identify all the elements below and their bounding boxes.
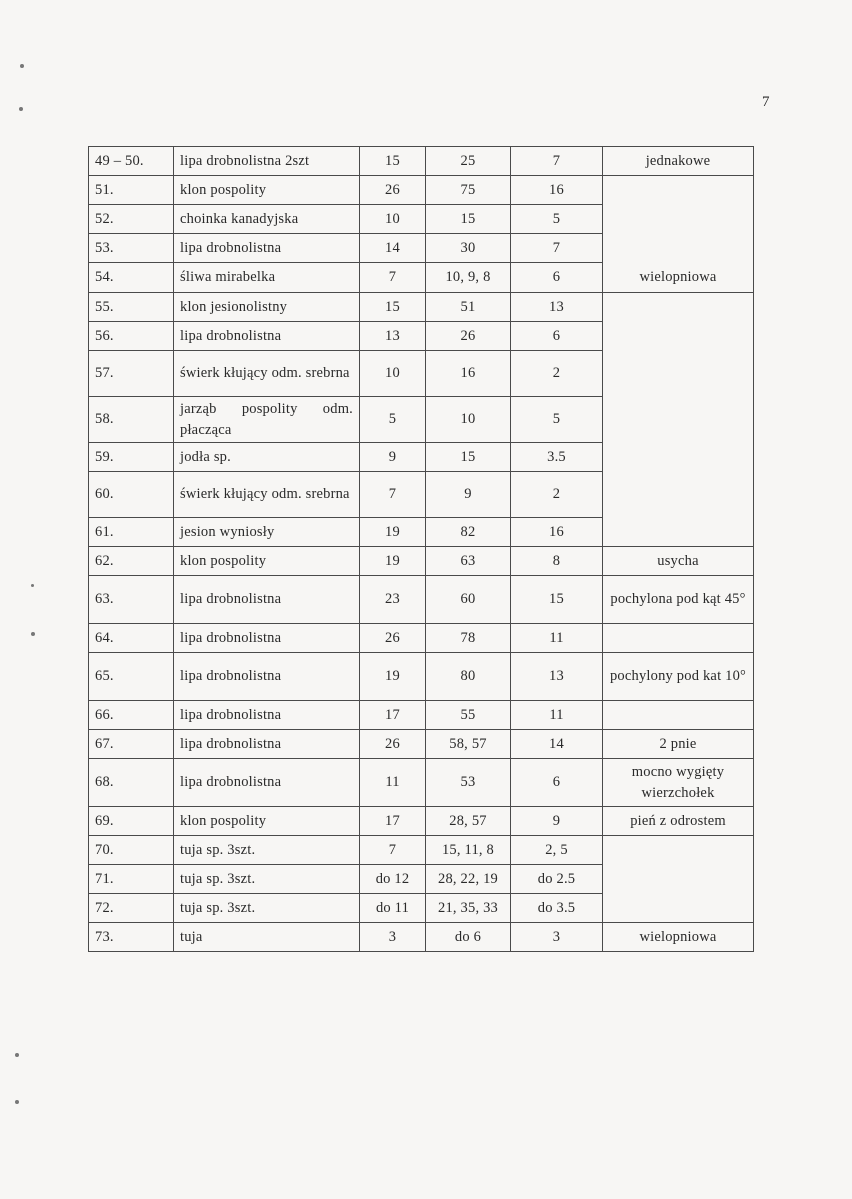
row-number: 68.: [89, 759, 174, 807]
value-col-1: 19: [360, 518, 426, 547]
value-col-3: 8: [511, 547, 603, 576]
species-name: lipa drobnolistna 2szt: [174, 147, 360, 176]
value-col-1: 23: [360, 576, 426, 624]
value-col-2: 63: [426, 547, 511, 576]
remark: [603, 836, 754, 865]
scan-speck: [15, 1053, 19, 1057]
table-row: [89, 653, 754, 701]
scan-speck: [31, 584, 34, 587]
value-col-1: do 11: [360, 894, 426, 923]
value-col-1: 19: [360, 653, 426, 701]
value-col-3: 9: [511, 807, 603, 836]
row-number: 53.: [89, 234, 174, 263]
value-col-2: do 6: [426, 923, 511, 952]
value-col-2: 21, 35, 33: [426, 894, 511, 923]
scan-speck: [15, 1100, 19, 1104]
scan-speck: [20, 64, 24, 68]
value-col-1: 26: [360, 624, 426, 653]
remark: [603, 443, 754, 472]
remark: 2 pnie: [603, 730, 754, 759]
table-row: [89, 472, 754, 518]
table-row: [89, 576, 754, 624]
remark: [603, 293, 754, 322]
value-col-2: 9: [426, 472, 511, 518]
remark: jednakowe: [603, 147, 754, 176]
value-col-1: 10: [360, 351, 426, 397]
page-number: 7: [762, 94, 770, 110]
value-col-1: 17: [360, 807, 426, 836]
species-name: lipa drobnolistna: [174, 759, 360, 807]
value-col-3: 6: [511, 759, 603, 807]
species-name: choinka kanadyjska: [174, 205, 360, 234]
row-number: 65.: [89, 653, 174, 701]
table-row: [89, 147, 754, 176]
value-col-2: 30: [426, 234, 511, 263]
remark: wielopniowa: [603, 263, 754, 293]
row-number: 69.: [89, 807, 174, 836]
value-col-3: 7: [511, 234, 603, 263]
value-col-3: 3: [511, 923, 603, 952]
remark: pochylony pod kat 10°: [603, 653, 754, 701]
row-number: 62.: [89, 547, 174, 576]
value-col-3: 2: [511, 472, 603, 518]
species-name: klon jesionolistny: [174, 293, 360, 322]
value-col-1: 3: [360, 923, 426, 952]
value-col-1: 15: [360, 293, 426, 322]
value-col-2: 10, 9, 8: [426, 263, 511, 293]
species-name: śliwa mirabelka: [174, 263, 360, 293]
table-row: [89, 351, 754, 397]
species-name: lipa drobnolistna: [174, 576, 360, 624]
table-row: [89, 263, 754, 293]
species-name: lipa drobnolistna: [174, 653, 360, 701]
row-number: 63.: [89, 576, 174, 624]
remark: wielopniowa: [603, 923, 754, 952]
remark: [603, 518, 754, 547]
value-col-2: 25: [426, 147, 511, 176]
value-col-3: 3.5: [511, 443, 603, 472]
value-col-1: 7: [360, 836, 426, 865]
row-number: 59.: [89, 443, 174, 472]
table-row: [89, 807, 754, 836]
scan-speck: [19, 107, 23, 111]
row-number: 72.: [89, 894, 174, 923]
remark: [603, 351, 754, 397]
value-col-3: 13: [511, 653, 603, 701]
table-row: [89, 547, 754, 576]
value-col-2: 58, 57: [426, 730, 511, 759]
species-name: klon pospolity: [174, 176, 360, 205]
species-name: jodła sp.: [174, 443, 360, 472]
value-col-1: 13: [360, 322, 426, 351]
table-row: [89, 624, 754, 653]
value-col-3: 6: [511, 322, 603, 351]
species-name: jarząb pospolity odm. płacząca: [174, 397, 360, 443]
species-name: tuja sp. 3szt.: [174, 865, 360, 894]
value-col-1: 17: [360, 701, 426, 730]
row-number: 52.: [89, 205, 174, 234]
remark: [603, 865, 754, 894]
value-col-2: 16: [426, 351, 511, 397]
remark: [603, 397, 754, 443]
value-col-2: 55: [426, 701, 511, 730]
value-col-2: 10: [426, 397, 511, 443]
remark: mocno wygięty wierzchołek: [603, 759, 754, 807]
value-col-2: 82: [426, 518, 511, 547]
value-col-1: 7: [360, 263, 426, 293]
value-col-3: 5: [511, 205, 603, 234]
value-col-3: 5: [511, 397, 603, 443]
value-col-2: 28, 57: [426, 807, 511, 836]
remark: [603, 176, 754, 205]
value-col-3: 13: [511, 293, 603, 322]
remark: [603, 701, 754, 730]
value-col-3: 16: [511, 176, 603, 205]
value-col-1: 15: [360, 147, 426, 176]
species-name: świerk kłujący odm. srebrna: [174, 472, 360, 518]
remark: pochylona pod kąt 45°: [603, 576, 754, 624]
value-col-3: 6: [511, 263, 603, 293]
value-col-1: 26: [360, 730, 426, 759]
species-name: klon pospolity: [174, 547, 360, 576]
remark: [603, 234, 754, 263]
species-name: lipa drobnolistna: [174, 322, 360, 351]
row-number: 64.: [89, 624, 174, 653]
table-row: [89, 923, 754, 952]
value-col-2: 60: [426, 576, 511, 624]
value-col-2: 28, 22, 19: [426, 865, 511, 894]
table-row: [89, 894, 754, 923]
value-col-2: 15, 11, 8: [426, 836, 511, 865]
value-col-1: 9: [360, 443, 426, 472]
value-col-2: 51: [426, 293, 511, 322]
value-col-2: 80: [426, 653, 511, 701]
species-name: lipa drobnolistna: [174, 234, 360, 263]
row-number: 56.: [89, 322, 174, 351]
table-row: [89, 322, 754, 351]
value-col-3: 11: [511, 701, 603, 730]
row-number: 67.: [89, 730, 174, 759]
remark: [603, 894, 754, 923]
table-row: [89, 865, 754, 894]
table-row: [89, 730, 754, 759]
species-name: tuja sp. 3szt.: [174, 894, 360, 923]
value-col-3: do 2.5: [511, 865, 603, 894]
species-name: tuja sp. 3szt.: [174, 836, 360, 865]
scan-speck: [31, 632, 35, 636]
row-number: 70.: [89, 836, 174, 865]
row-number: 54.: [89, 263, 174, 293]
row-number: 58.: [89, 397, 174, 443]
row-number: 49 – 50.: [89, 147, 174, 176]
table-row: [89, 836, 754, 865]
remark: usycha: [603, 547, 754, 576]
tree-inventory-table: [88, 146, 754, 952]
value-col-1: 14: [360, 234, 426, 263]
value-col-1: 11: [360, 759, 426, 807]
remark: pień z odrostem: [603, 807, 754, 836]
table-row: [89, 205, 754, 234]
row-number: 71.: [89, 865, 174, 894]
value-col-3: do 3.5: [511, 894, 603, 923]
value-col-3: 14: [511, 730, 603, 759]
value-col-3: 2, 5: [511, 836, 603, 865]
row-number: 60.: [89, 472, 174, 518]
remark: [603, 472, 754, 518]
value-col-1: 10: [360, 205, 426, 234]
table-row: [89, 701, 754, 730]
row-number: 66.: [89, 701, 174, 730]
value-col-2: 75: [426, 176, 511, 205]
row-number: 57.: [89, 351, 174, 397]
row-number: 73.: [89, 923, 174, 952]
species-name: lipa drobnolistna: [174, 730, 360, 759]
row-number: 55.: [89, 293, 174, 322]
value-col-1: 26: [360, 176, 426, 205]
value-col-2: 15: [426, 205, 511, 234]
value-col-2: 53: [426, 759, 511, 807]
value-col-3: 2: [511, 351, 603, 397]
species-name: lipa drobnolistna: [174, 701, 360, 730]
value-col-1: do 12: [360, 865, 426, 894]
table-row: [89, 293, 754, 322]
table-row: [89, 759, 754, 807]
species-name: świerk kłujący odm. srebrna: [174, 351, 360, 397]
table-row: [89, 234, 754, 263]
table-body: [89, 147, 754, 952]
row-number: 51.: [89, 176, 174, 205]
value-col-1: 5: [360, 397, 426, 443]
value-col-3: 16: [511, 518, 603, 547]
species-name: klon pospolity: [174, 807, 360, 836]
remark: [603, 624, 754, 653]
remark: [603, 205, 754, 234]
value-col-3: 7: [511, 147, 603, 176]
table-row: [89, 518, 754, 547]
table-row: [89, 443, 754, 472]
value-col-2: 26: [426, 322, 511, 351]
row-number: 61.: [89, 518, 174, 547]
species-name: lipa drobnolistna: [174, 624, 360, 653]
value-col-1: 19: [360, 547, 426, 576]
value-col-3: 15: [511, 576, 603, 624]
value-col-2: 15: [426, 443, 511, 472]
species-name: tuja: [174, 923, 360, 952]
value-col-2: 78: [426, 624, 511, 653]
value-col-3: 11: [511, 624, 603, 653]
table-row: [89, 176, 754, 205]
remark: [603, 322, 754, 351]
species-name: jesion wyniosły: [174, 518, 360, 547]
table-row: [89, 397, 754, 443]
value-col-1: 7: [360, 472, 426, 518]
